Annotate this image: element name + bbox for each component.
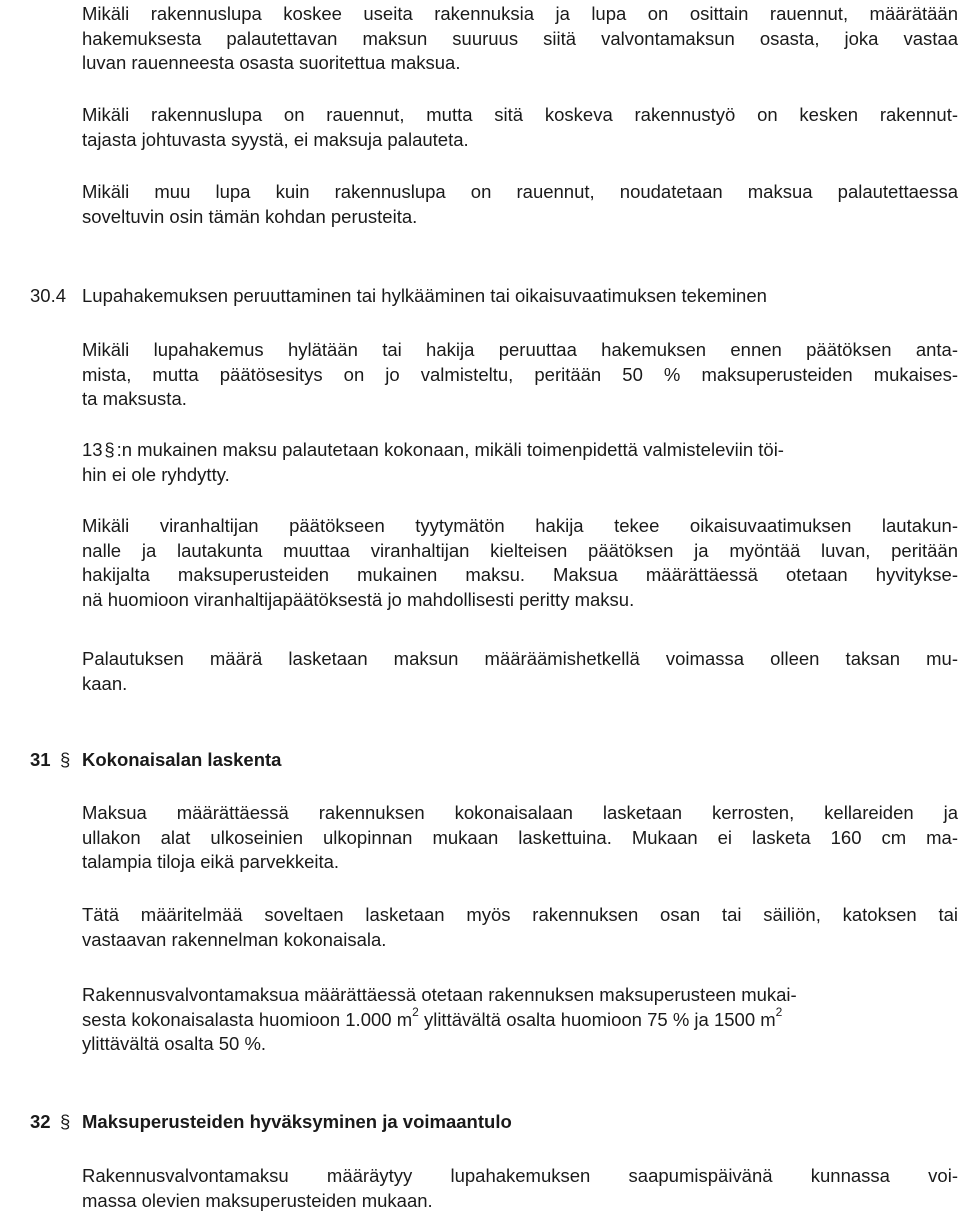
text-line [82,438,958,463]
paragraph-full-refund [82,438,958,487]
section-title: Maksuperusteiden hyväksyminen ja voimaantulo [82,1111,512,1132]
text-line: nalle ja lautakunta muuttaa viranhaltijan kielteisen päätöksen ja myöntää luvan, peritään [82,539,958,561]
text-line: ullakon alat ulkoseinien ulkopinnan mukaan laskettuina. Mukaan ei lasketa 160 cm ma- [82,826,958,848]
subsection-number: 30.4 [30,285,67,306]
text-line: Mikäli lupahakemus hylätään tai hakija peruuttaa hakemuksen ennen päätöksen anta- [82,339,958,360]
section-number: 31 [30,749,51,770]
text-line: talampia tiloja eikä parvekkeita. [82,851,340,872]
text-line: Mikäli rakennuslupa on rauennut, mutta sitä koskeva rakennustyö on kesken rakennut- [82,104,958,125]
paragraph-rejection-fee [82,338,958,412]
text-line: tajasta johtuvasta syystä, ei maksuja palauteta. [82,128,469,150]
paragraph-total-area [82,801,958,875]
text-line: ta maksusta. [82,388,187,409]
paragraph-other-permits [82,180,958,229]
text-line: kaan. [82,672,128,694]
text-line: Mikäli viranhaltijan päätökseen tyytymätön hakija tekee oikaisuvaatimuksen lautakun- [82,515,958,536]
text-line: Tätä määritelmää soveltaen lasketaan myös rakennuksen osan tai säiliön, katoksen tai [82,904,958,925]
paragraph-appeal [82,514,958,612]
text-line: Rakennusvalvontamaksu määräytyy lupahakemuksen saapumispäivänä kunnassa voi- [82,1165,958,1186]
section-mark: § [60,749,71,770]
paragraph-effective-date [82,1164,958,1213]
superscript: 2 [412,1005,419,1020]
section-number: 32 [30,1111,51,1132]
text-line: soveltuvin osin tämän kohdan perusteita. [82,205,418,227]
paragraph-area-tiers [82,983,958,1057]
text-fragment: :n mukainen maksu palautetaan kokonaan, mikäli toimenpidettä valmisteleviin töi- [116,439,784,460]
paragraph-work-in-progress [82,103,958,152]
text-line: luvan rauenneesta osasta suoritettua maksua. [82,52,461,73]
paragraph-partial-expiry [82,2,958,76]
section-mark: § [60,1111,71,1132]
section-mark: § [104,439,115,460]
text-line: hakijalta maksuperusteiden mukainen maksu. Maksua määrättäessä otetaan hyvitykse- [82,564,958,585]
text-fragment: sesta kokonaisalasta huomioon 1.000 m [82,1008,413,1030]
text-line: hakemuksesta palautettavan maksun suuruus siitä valvontamaksun osasta, joka vastaa [82,27,958,49]
section-ref-number: 13 [82,439,103,460]
text-line: mista, mutta päätösesitys on jo valmisteltu, peritään 50 % maksuperusteiden mukaises- [82,363,958,385]
text-line: Mikäli muu lupa kuin rakennuslupa on rauennut, noudatetaan maksua palautettaessa [82,181,958,202]
section-title: Kokonaisalan laskenta [82,749,282,770]
text-line [82,1005,958,1033]
text-fragment: ylittävältä osalta huomioon 75 % ja 1500 m [418,1008,776,1030]
text-line: ylittävältä osalta 50 %. [82,1033,267,1054]
text-line: hin ei ole ryhdytty. [82,463,230,485]
text-line: massa olevien maksuperusteiden mukaan. [82,1189,433,1211]
subsection-title: Lupahakemuksen peruuttaminen tai hylkääminen tai oikaisuvaatimuksen tekeminen [82,285,767,306]
paragraph-refund-amount [82,647,958,696]
superscript: 2 [775,1005,783,1020]
text-line: Mikäli rakennuslupa koskee useita rakennuksia ja lupa on osittain rauennut, määrätään [82,3,958,24]
text-line: nä huomioon viranhaltijapäätöksestä jo mahdollisesti peritty maksu. [82,588,635,610]
text-line: Rakennusvalvontamaksua määrättäessä otetaan rakennuksen maksuperusteen mukai- [82,984,797,1005]
paragraph-definition [82,903,958,952]
text-line: Palautuksen määrä lasketaan maksun määräämishetkellä voimassa olleen taksan mu- [82,648,958,669]
text-line: vastaavan rakennelman kokonaisala. [82,928,387,950]
text-line: Maksua määrättäessä rakennuksen kokonaisalaan lasketaan kerrosten, kellareiden ja [82,802,958,823]
